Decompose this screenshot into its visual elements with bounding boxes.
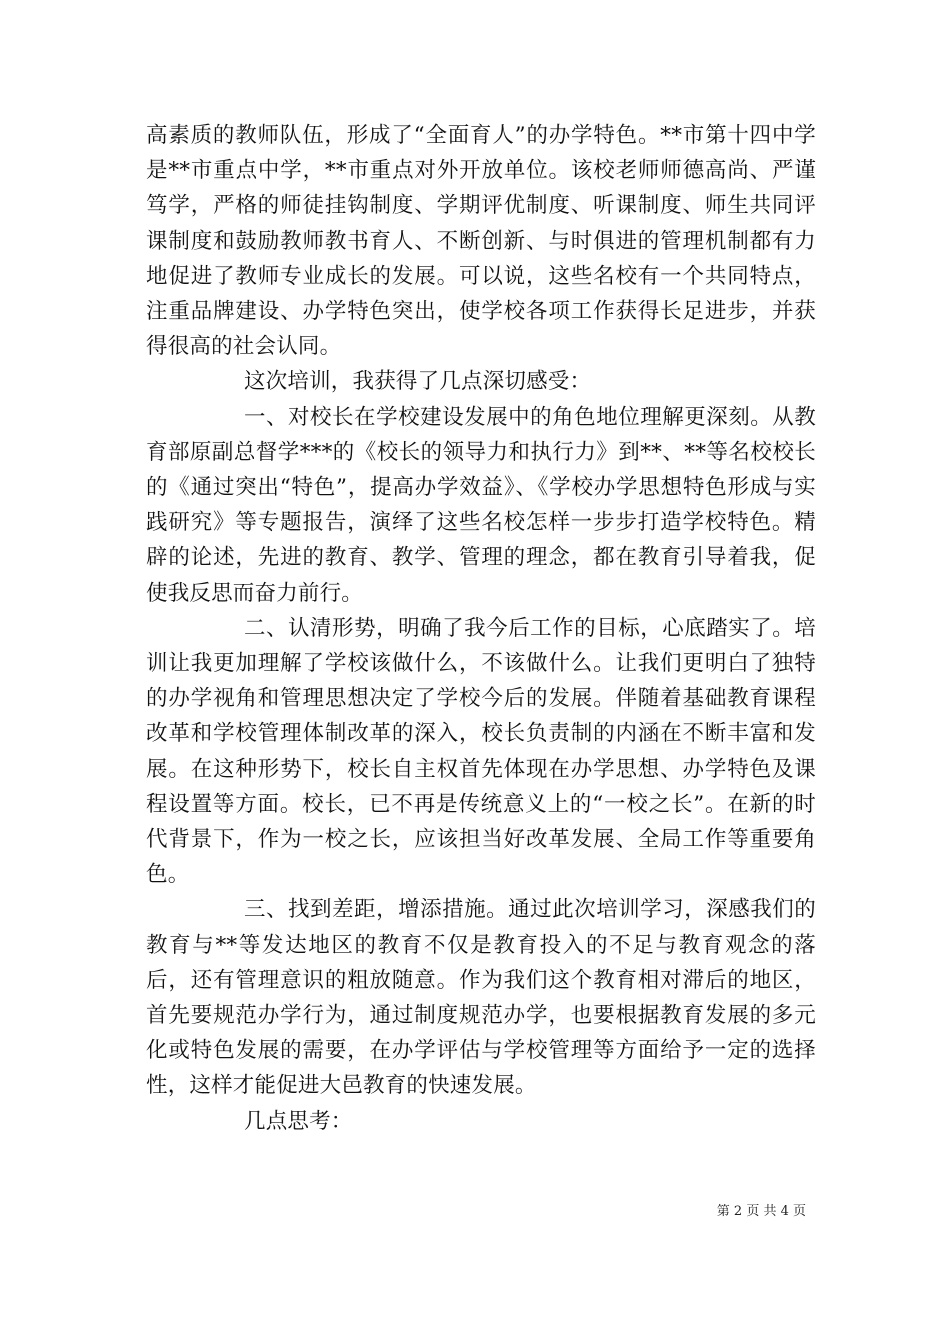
paragraph-thoughts-heading: 几点思考： [244,1108,353,1134]
paragraph-point-two: 二、认清形势，明确了我今后工作的目标，心底踏实了。培训让我更加理解了学校该做什么，不该做什么。让我们更明白了独特的办学视角和管理思想决定了学校今后的发展。伴随着基础教育课程改革和学校管理体制改革的深入，校长负责制的内涵在不断丰富和发展。在这种形势下，校长自主权首先体现在办学思想、办学特色及课程设置等方面。校长，已不再是传统意义上的“一校之长”。在新的时代背景下，作为一校之长，应该担当好改革发展、全局工作等重要角色。 [146,615,816,888]
paragraph-point-three: 三、找到差距，增添措施。通过此次培训学习，深感我们的教育与**等发达地区的教育不仅是教育投入的不足与教育观念的落后，还有管理意识的粗放随意。作为我们这个教育相对滞后的地区，首先要规范办学行为，通过制度规范办学，也要根据教育发展的多元化或特色发展的需要，在办学评估与学校管理等方面给予一定的选择性，这样才能促进大邑教育的快速发展。 [146,897,816,1099]
document-body [146,118,816,1139]
paragraph-point-one: 一、对校长在学校建设发展中的角色地位理解更深刻。从教育部原副总督学***的《校长的领导力和执行力》到**、**等名校校长的《通过突出“特色”，提高办学效益》、《学校办学思想特色形成与实践研究》等专题报告，演绎了这些名校怎样一步步打造学校特色。精辟的论述，先进的教育、教学、管理的理念，都在教育引导着我，促使我反思而奋力前行。 [146,404,816,606]
page-number-footer: 第 2 页 共 4 页 [716,1204,806,1219]
paragraph-intro-feelings: 这次培训，我获得了几点深切感受： [244,369,592,395]
paragraph-continued: 高素质的教师队伍，形成了“全面育人”的办学特色。**市第十四中学是**市重点中学，**市重点对外开放单位。该校老师师德高尚、严谨笃学，严格的师徒挂钩制度、学期评优制度、听课制度、师生共同评课制度和鼓励教师教书育人、不断创新、与时俱进的管理机制都有力地促进了教师专业成长的发展。可以说，这些名校有一个共同特点，注重品牌建设、办学特色突出，使学校各项工作获得长足进步，并获得很高的社会认同。 [146,123,816,360]
